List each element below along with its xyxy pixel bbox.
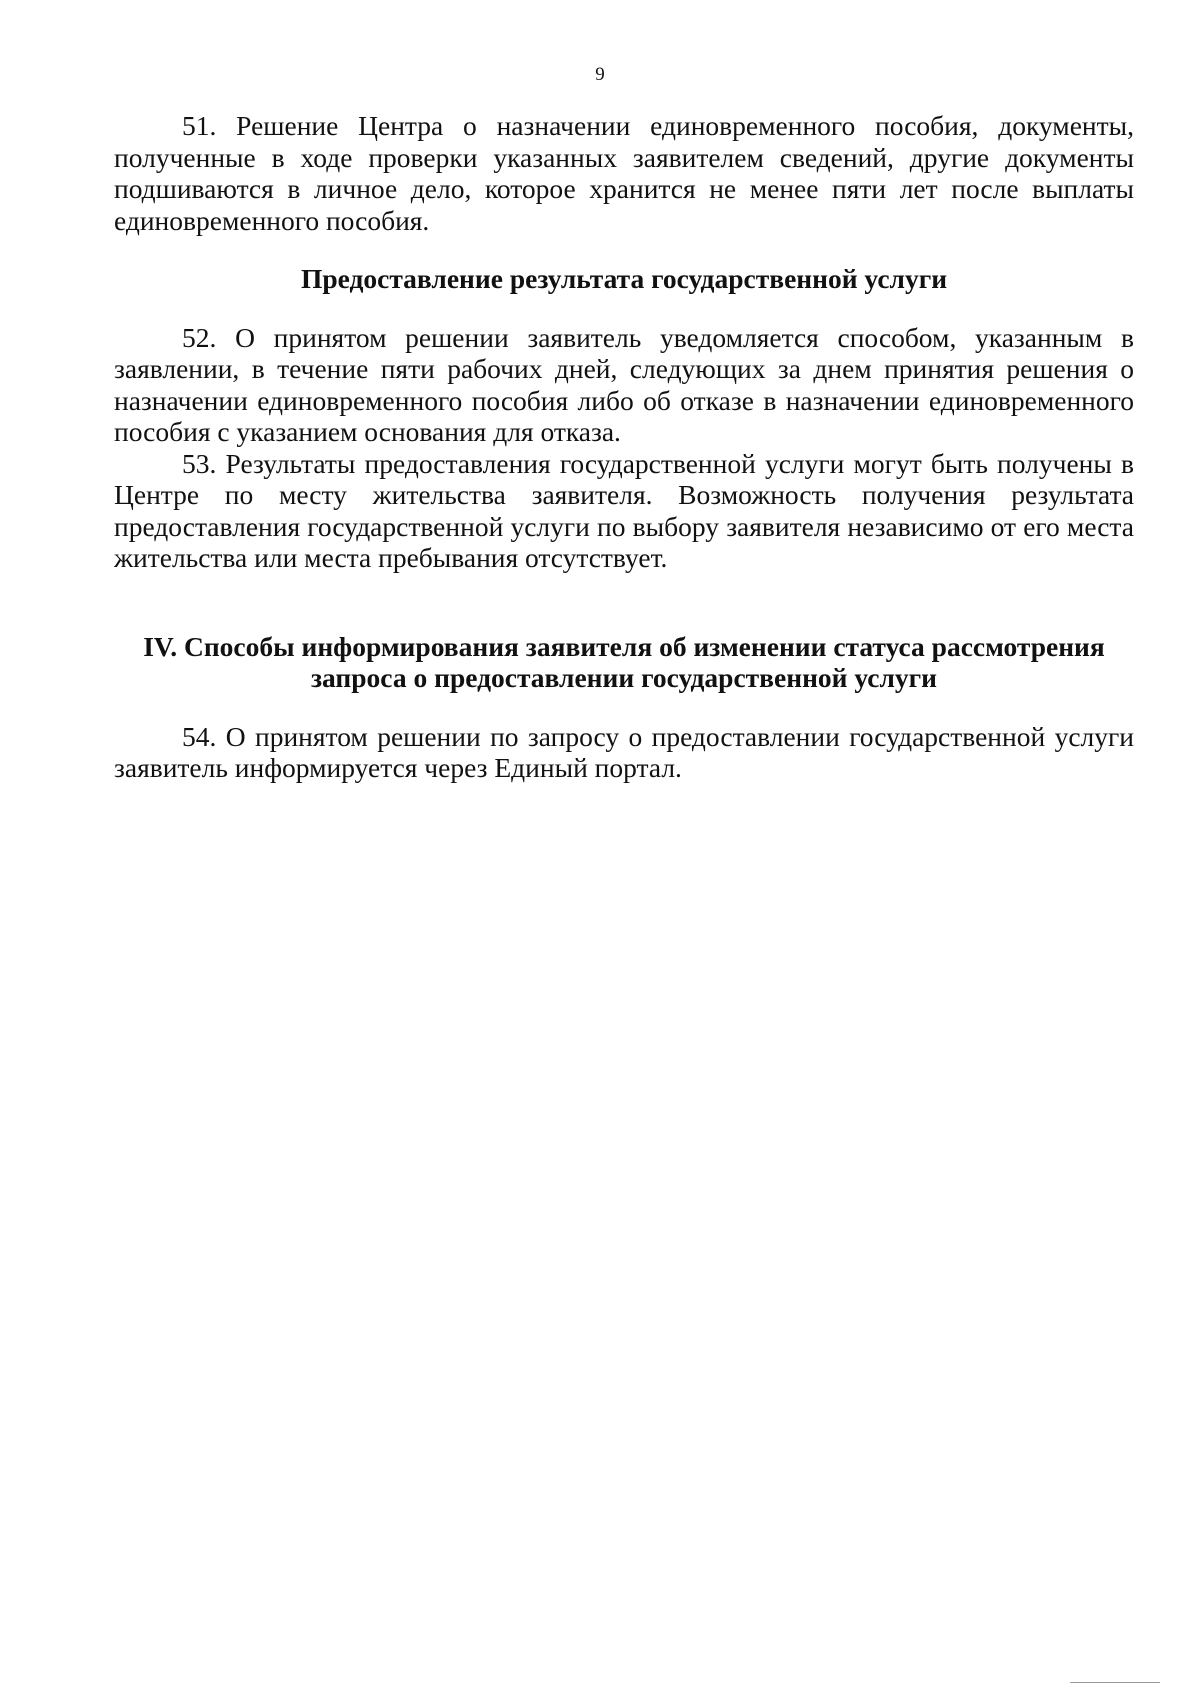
heading-section-iv xyxy=(114,631,1134,694)
bottom-rule-line xyxy=(1070,1682,1160,1683)
heading-section-iv-line2: запроса о предоставлении государственной услуги xyxy=(310,662,937,693)
document-body xyxy=(114,110,1134,784)
paragraph-52: 52. О принятом решении заявитель уведомляется способом, указанным в заявлении, в течение пяти рабочих дней, следующих за днем принятия решения о назначении единовременного пособия либо об отказе в назначении единовременного пособия с указанием основания для отказа. xyxy=(114,321,1134,447)
page-number: 9 xyxy=(595,64,605,85)
paragraph-53: 53. Результаты предоставления государственной услуги могут быть получены в Центре по месту жительства заявителя. Возможность получения результата предоставления государственной услуги по выбору заявителя независимо от его места жительства или места пребывания отсутствует. xyxy=(114,447,1134,573)
heading-result-of-service: Предоставление результата государственной услуги xyxy=(300,263,948,294)
paragraph-54: 54. О принятом решении по запросу о предоставлении государственной услуги заявитель информируется через Единый портал. xyxy=(114,720,1134,783)
heading-section-iv-line1: IV. Способы информирования заявителя об изменении статуса рассмотрения xyxy=(143,630,1105,662)
paragraph-51: 51. Решение Центра о назначении единовременного пособия, документы, полученные в ходе проверки указанных заявителем сведений, другие документы подшиваются в личное дело, которое хранится не менее пяти лет после выплаты единовременного пособия. xyxy=(114,110,1134,236)
